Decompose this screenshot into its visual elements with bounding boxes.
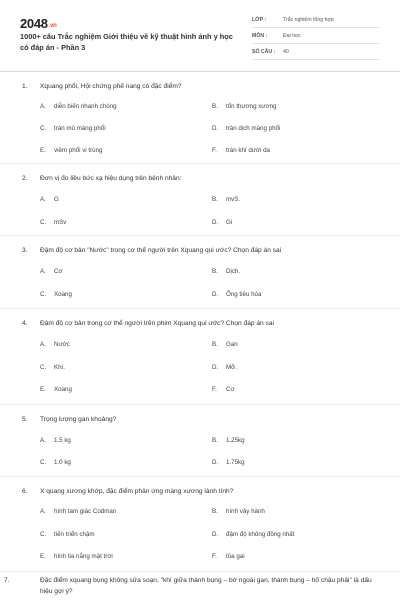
option-text: 1.75kg (226, 459, 245, 466)
site-logo[interactable] (20, 16, 57, 31)
option-text: Cơ (54, 268, 63, 275)
question-7 (0, 572, 400, 600)
question-1 (0, 72, 400, 164)
option-a[interactable] (40, 196, 59, 203)
option-letter: B. (212, 196, 218, 203)
option-text: Xoang (54, 291, 72, 298)
option-f[interactable] (212, 553, 245, 560)
question-number: 2. (22, 175, 28, 182)
option-b[interactable] (212, 508, 265, 515)
meta-row-subject (252, 30, 380, 44)
option-letter: D. (212, 219, 219, 226)
option-letter: E. (40, 386, 46, 393)
option-letter: B. (212, 341, 218, 348)
option-letter: F. (212, 147, 217, 154)
option-a[interactable] (40, 437, 71, 444)
option-d[interactable] (212, 531, 294, 538)
option-f[interactable] (212, 147, 270, 154)
option-e[interactable] (40, 147, 103, 154)
option-text: viêm phổi vi trùng (54, 147, 103, 154)
question-2 (0, 164, 400, 236)
option-c[interactable] (40, 291, 72, 298)
option-a[interactable] (40, 268, 63, 275)
question-number: 4. (22, 320, 28, 327)
question-6 (0, 477, 400, 572)
option-letter: E. (40, 147, 46, 154)
question-text (4, 575, 377, 597)
question-stem: Xquang phổi, Hội chứng phế nang có đặc điểm? (40, 83, 182, 90)
question-stem: Đơn vị đo liều bức xạ hiệu dụng trên bệnh nhân: (40, 175, 182, 182)
option-text: 1.25kg (226, 437, 245, 444)
option-letter: D. (212, 125, 219, 132)
option-letter: D. (212, 364, 219, 371)
option-c[interactable] (40, 459, 71, 466)
option-c[interactable] (40, 125, 106, 132)
option-letter: A. (40, 196, 46, 203)
option-letter: C. (40, 531, 47, 538)
option-letter: A. (40, 103, 46, 110)
option-letter: D. (212, 531, 219, 538)
option-letter: C. (40, 125, 47, 132)
option-letter: A. (40, 508, 46, 515)
option-letter: A. (40, 341, 46, 348)
option-text: hình tam giác Codman (54, 508, 117, 515)
option-letter: D. (212, 459, 219, 466)
option-b[interactable] (212, 437, 245, 444)
question-number: 6. (22, 488, 28, 495)
option-c[interactable] (40, 364, 65, 371)
option-letter: F. (212, 386, 217, 393)
page-header (0, 0, 400, 68)
option-d[interactable] (212, 364, 237, 371)
option-b[interactable] (212, 341, 238, 348)
option-letter: B. (212, 437, 218, 444)
question-stem: Đặc điểm xquang bụng không sửa soạn, "khí giữa thành bụng – bờ ngoài gan, thành bụng – hố chậu phải" là dấu hiệu gợi ý? (40, 577, 372, 595)
option-text: Dịch. (226, 268, 241, 275)
meta-info (252, 14, 380, 62)
question-stem: X quang xương khớp, đặc điểm phản ứng màng xương lành tính? (40, 488, 234, 495)
option-d[interactable] (212, 219, 232, 226)
meta-label: MÔN : (252, 33, 268, 39)
option-text: mSv (54, 219, 67, 226)
option-text: tủa gai (226, 553, 245, 560)
question-number: 7. (4, 577, 10, 584)
question-text (22, 318, 382, 329)
meta-value[interactable]: Đại học (283, 33, 301, 39)
option-text: tổn thương xương (226, 103, 277, 110)
option-e[interactable] (40, 553, 113, 560)
meta-row-class (252, 14, 380, 28)
option-d[interactable] (212, 459, 245, 466)
question-text (22, 486, 382, 497)
option-text: 1.5 kg (54, 437, 71, 444)
meta-row-count (252, 46, 380, 60)
option-letter: C. (40, 364, 47, 371)
meta-label: SỐ CÂU : (252, 49, 276, 55)
option-text: hình vảy hành (226, 508, 265, 515)
option-a[interactable] (40, 103, 117, 110)
meta-value[interactable]: Trắc nghiệm tổng hợp (283, 17, 334, 23)
question-stem: Trọng lượng gan khoảng? (40, 416, 117, 423)
option-b[interactable] (212, 196, 240, 203)
option-text: Gi (226, 219, 233, 226)
option-text: tràn mủ màng phổi (54, 125, 106, 132)
option-text: Khí. (54, 364, 66, 371)
option-a[interactable] (40, 508, 116, 515)
option-letter: A. (40, 268, 46, 275)
option-letter: E. (40, 553, 46, 560)
option-text: diễn biến nhanh chóng (54, 103, 117, 110)
option-text: hình tia nắng mặt trời (54, 553, 113, 560)
option-text: Xoang (54, 386, 72, 393)
question-number: 5. (22, 416, 28, 423)
option-text: Nước (54, 341, 70, 348)
option-text: Cơ (226, 386, 235, 393)
question-5 (0, 405, 400, 477)
option-letter: F. (212, 553, 217, 560)
option-d[interactable] (212, 125, 280, 132)
option-text: tràn khí dưới da (226, 147, 270, 154)
option-text: Ống tiêu hóa (226, 291, 262, 298)
option-letter: D. (212, 291, 219, 298)
option-letter: B. (212, 508, 218, 515)
option-letter: B. (212, 103, 218, 110)
option-text: G (54, 196, 59, 203)
document-title: 1000+ câu Trắc nghiệm Giới thiệu về kỹ thuật hình ảnh y học có đáp án - Phần 3 (20, 32, 233, 52)
meta-label: LỚP : (252, 17, 267, 23)
question-text (22, 173, 382, 184)
option-b[interactable] (212, 268, 240, 275)
option-letter: C. (40, 291, 47, 298)
question-number: 3. (22, 247, 28, 254)
option-letter: C. (40, 459, 47, 466)
option-text: tiến triển chậm (54, 531, 95, 538)
question-number: 1. (22, 83, 28, 90)
question-3 (0, 236, 400, 309)
meta-value: 40 (283, 49, 289, 55)
question-text (22, 414, 382, 425)
option-c[interactable] (40, 219, 66, 226)
option-text: đậm độ không đồng nhất (226, 531, 295, 538)
option-f[interactable] (212, 386, 235, 393)
question-stem: Đậm độ cơ bản "Nước" trong cơ thể người trên Xquang qui ước? Chọn đáp án sai (40, 247, 282, 254)
option-letter: C. (40, 219, 47, 226)
question-text (22, 245, 382, 256)
question-text (22, 81, 382, 92)
option-b[interactable] (212, 103, 276, 110)
option-a[interactable] (40, 341, 70, 348)
option-e[interactable] (40, 386, 72, 393)
option-text: 1.0 kg (54, 459, 71, 466)
option-c[interactable] (40, 531, 95, 538)
option-d[interactable] (212, 291, 261, 298)
option-text: Mỡ. (226, 364, 237, 371)
logo-text: 2048 (20, 16, 48, 31)
question-4 (0, 309, 400, 405)
logo-suffix: .vn (48, 23, 57, 29)
option-text: mvS. (226, 196, 241, 203)
question-stem: Đậm độ cơ bản trong cơ thể người trên phim Xquang qui ước? Chọn đáp án sai (40, 320, 274, 327)
option-letter: B. (212, 268, 218, 275)
option-text: tràn dịch màng phổi (226, 125, 281, 132)
option-letter: A. (40, 437, 46, 444)
option-text: Gan (226, 341, 238, 348)
